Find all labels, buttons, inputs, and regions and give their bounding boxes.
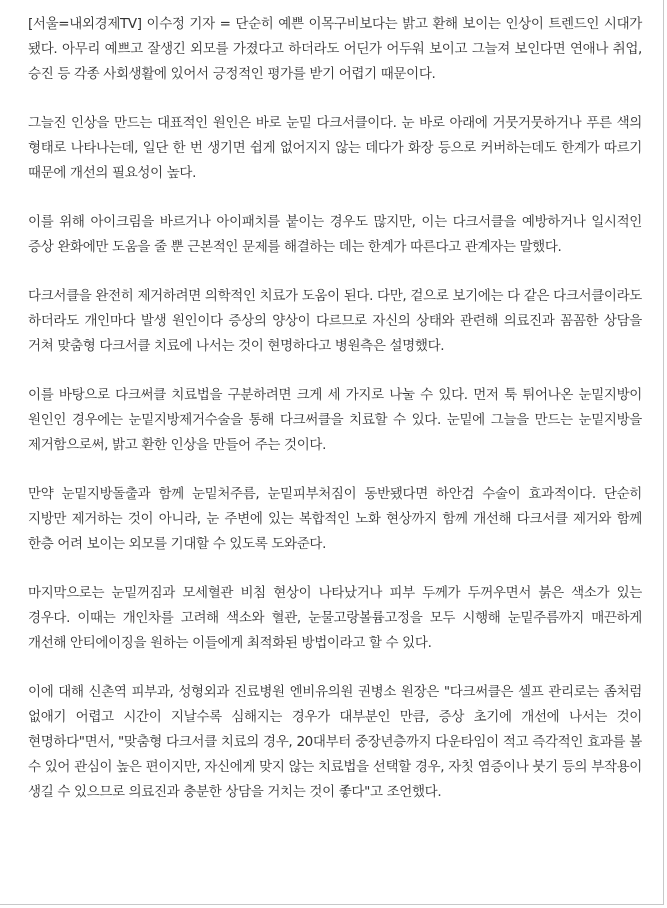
paragraph-doctor-quote: 이에 대해 신촌역 피부과, 성형외과 진료병원 엔비유의원 권병소 원장은 "다크써클은 셀프 관리로는 좀처럼 없애기 어렵고 시간이 지날수록 심해지는 경우가 대부분인 만큼, 증상 초기에 개선에 나서는 것이 현명하다"면서, "맞춤형 다크서클 치료의 경우, 20대부터 중장년층까지 다운타임이 적고 즉각적인 효과를 볼 수 있어 관심이 높은 편이지만, 자신에게 맞지 않는 치료법을 선택할 경우, 자칫 염증이나 붓기 등의 부작용이 생길 수 있으므로 의료진과 충분한 상담을 거치는 것이 좋다"고 조언했다. (28, 684, 642, 800)
paragraph-lower-blepharoplasty: 만약 눈밑지방돌출과 함께 눈밑처주름, 눈밑피부처짐이 동반됐다면 하안검 수술이 효과적이다. 단순히 지방만 제거하는 것이 아니라, 눈 주변에 있는 복합적인 노화 현상까지 함께 개선해 다크서클 제거와 함께 한층 어려 보이는 외모를 기대할 수 있도록 도와준다. (28, 486, 642, 552)
paragraph-cause: 그늘진 인상을 만드는 대표적인 원인은 바로 눈밑 다크서클이다. 눈 바로 아래에 거뭇거뭇하거나 푸른 색의 형태로 나타나는데, 일단 한 번 생기면 쉽게 없어지지 않는 데다가 화장 등으로 커버하는데도 한계가 따르기 때문에 개선의 필요성이 높다. (28, 115, 642, 181)
paragraph-medical-treatment: 다크서클을 완전히 제거하려면 의학적인 치료가 도움이 된다. 다만, 겉으로 보기에는 다 같은 다크서클이라도 하더라도 개인마다 발생 원인이다 증상의 양상이 다르므로 자신의 상태와 관련해 의료진과 꼼꼼한 상담을 거쳐 맞춤형 다크서클 치료에 나서는 것이 현명하다고 병원측은 설명했다. (28, 288, 642, 354)
paragraph-eye-cream: 이를 위해 아이크림을 바르거나 아이패치를 붙이는 경우도 많지만, 이는 다크서클을 예방하거나 일시적인 증상 완화에만 도움을 줄 뿐 근본적인 문제를 해결하는 데는 한계가 따른다고 관계자는 말했다. (28, 214, 642, 255)
paragraph-pigmentation: 마지막으로는 눈밑꺼짐과 모세혈관 비침 현상이 나타났거나 피부 두께가 두꺼우면서 붉은 색소가 있는 경우다. 이때는 개인차를 고려해 색소와 혈관, 눈물고랑볼륨고정을 모두 시행해 눈밑주름까지 매끈하게 개선해 안티에이징을 원하는 이들에게 최적화된 방법이라고 할 수 있다. (28, 585, 642, 651)
paragraph-intro: [서울=내외경제TV] 이수정 기자 = 단순히 예쁜 이목구비보다는 밝고 환해 보이는 인상이 트렌드인 시대가 됐다. 아무리 예쁘고 잘생긴 외모를 가졌다고 하더라도 어딘가 어두워 보이고 그늘져 보인다면 연애나 취업, 승진 등 각종 사회생활에 있어서 긍정적인 평가를 받기 어렵기 때문이다. (28, 16, 642, 82)
article-body (28, 12, 642, 805)
paragraph-fat-removal: 이를 바탕으로 다크써클 치료법을 구분하려면 크게 세 가지로 나눌 수 있다. 먼저 툭 튀어나온 눈밑지방이 원인인 경우에는 눈밑지방제거수술을 통해 다크써클을 치료할 수 있다. 눈밑에 그늘을 만드는 눈밑지방을 제거함으로써, 밝고 환한 인상을 만들어 주는 것이다. (28, 387, 642, 453)
